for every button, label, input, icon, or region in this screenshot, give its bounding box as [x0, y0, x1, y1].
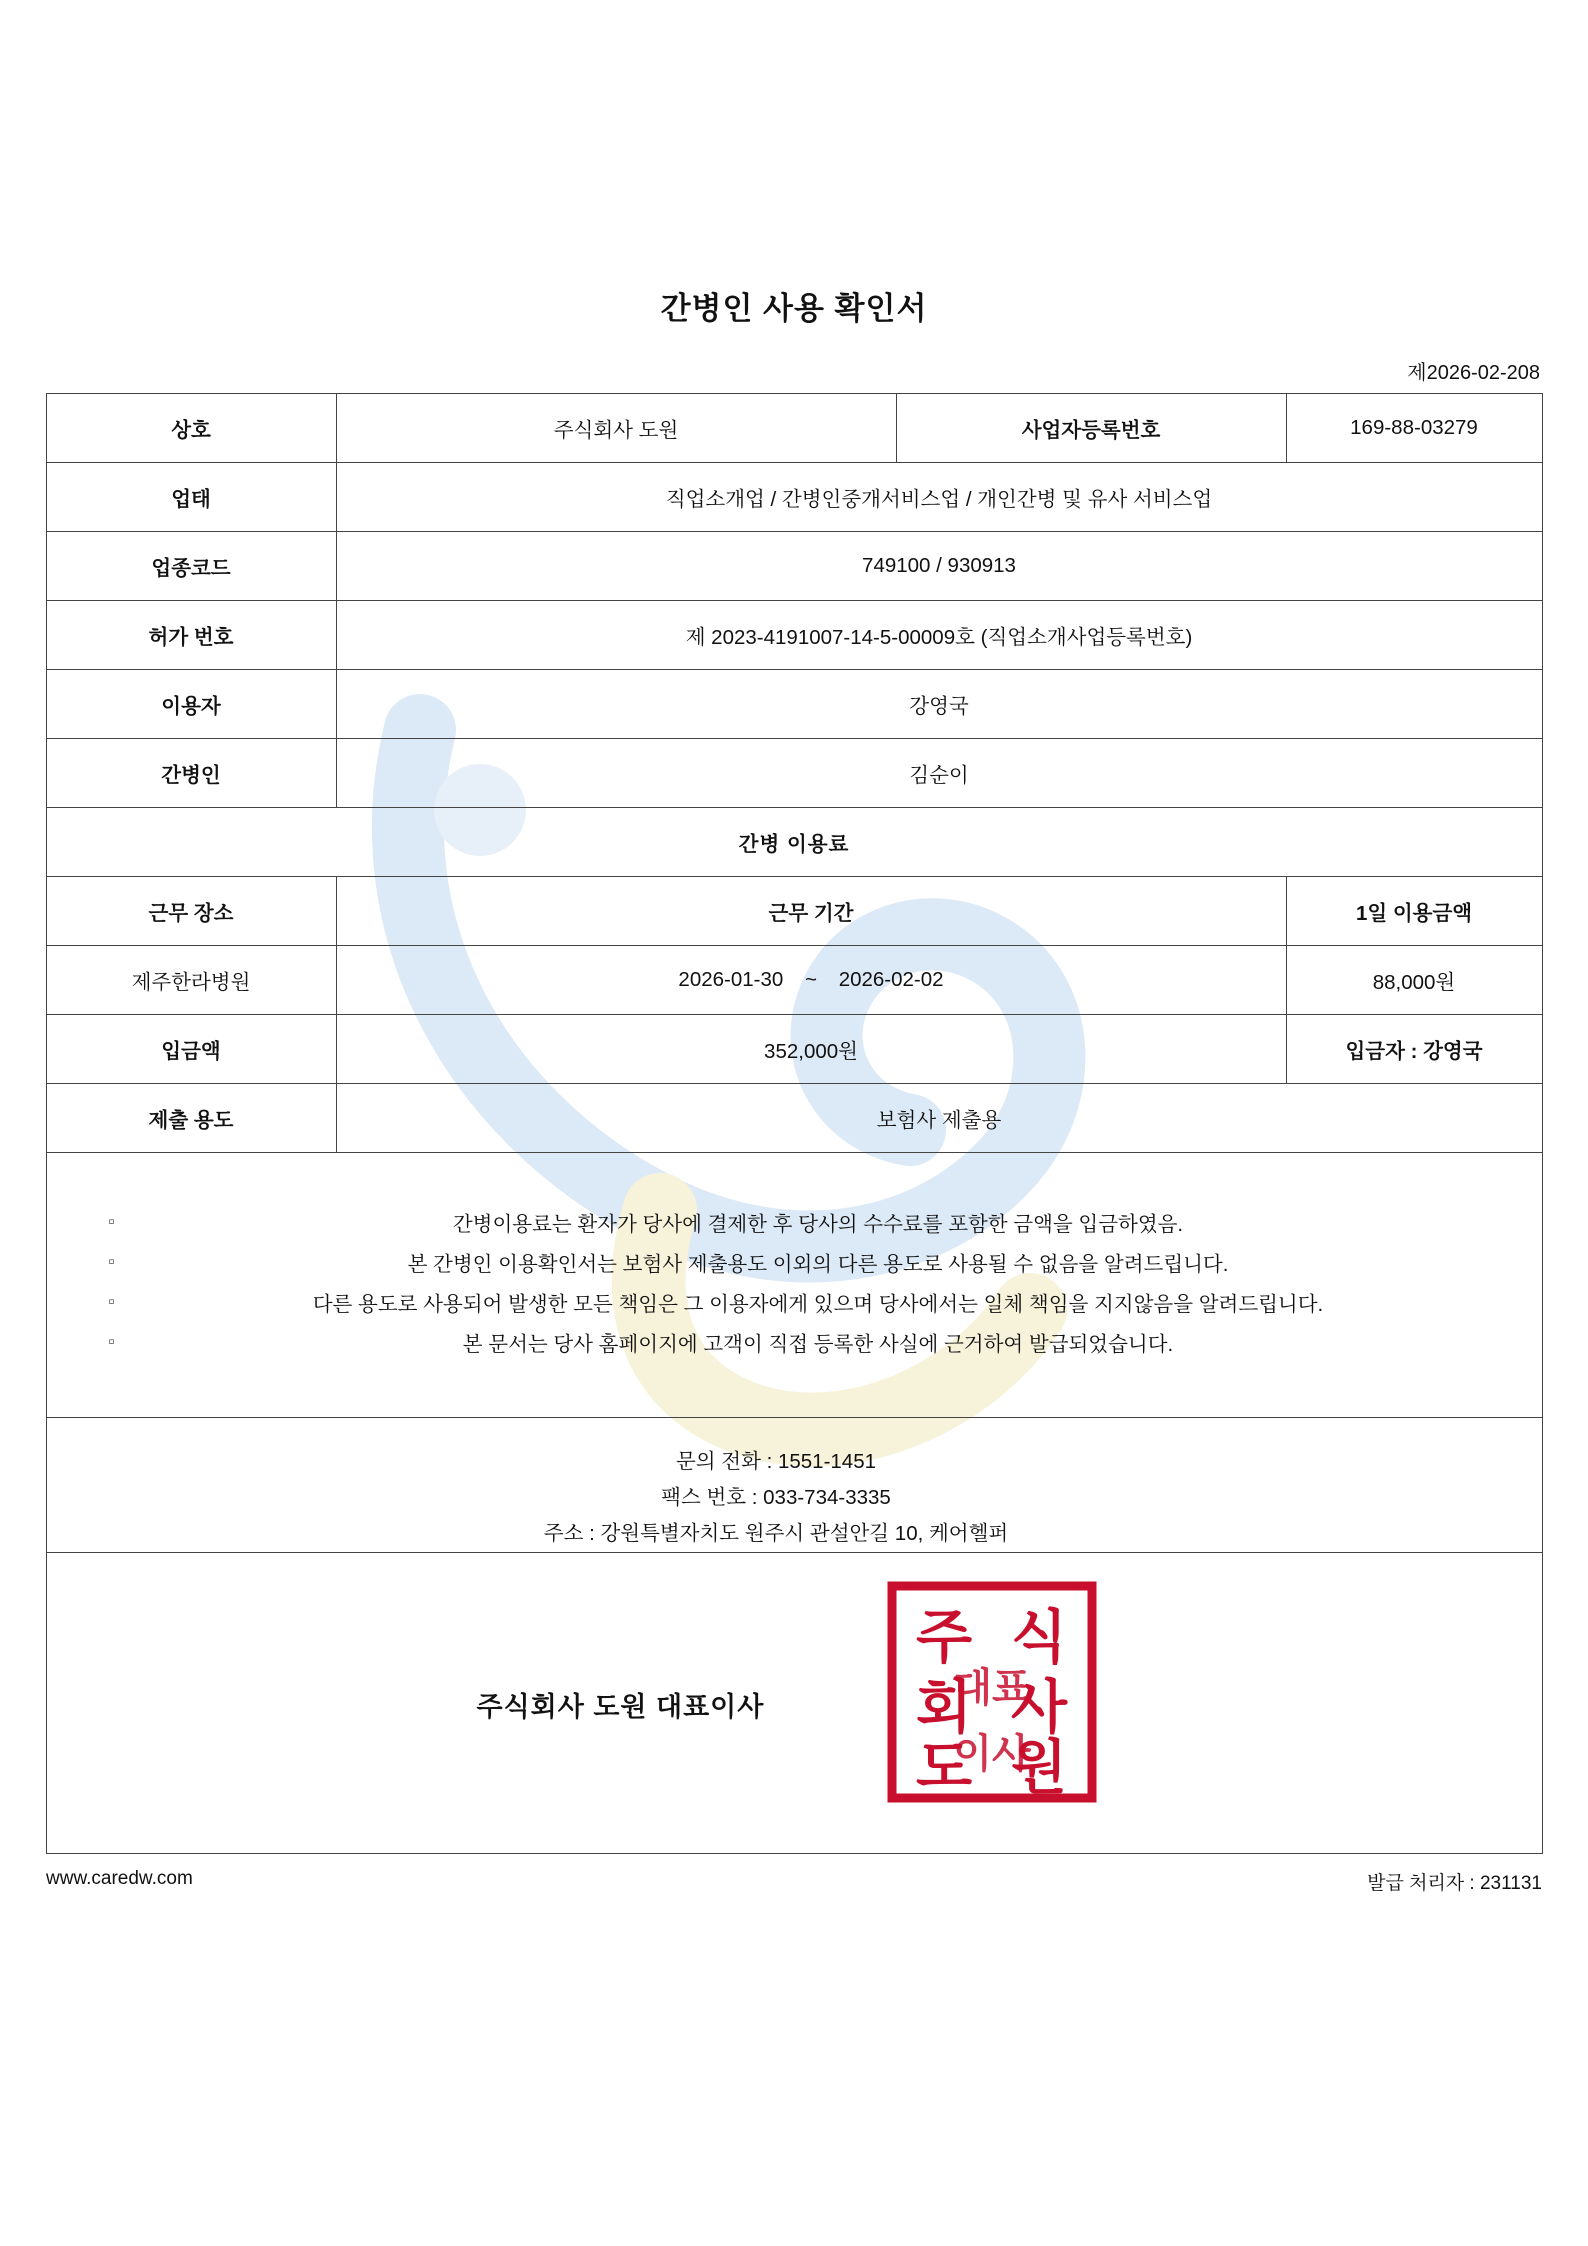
list-item: ▫ 본 간병인 이용확인서는 보험사 제출용도 이외의 다른 용도로 사용될 수 없음을 알려드립니다. [109, 1245, 1502, 1285]
table-header-row [46, 877, 1542, 946]
signature-section [46, 1552, 1542, 1853]
table-row [46, 1153, 1542, 1418]
value-work-period [336, 946, 1286, 1015]
notes-list [47, 1205, 1542, 1365]
label-purpose: 제출 용도 [46, 1084, 336, 1153]
value-company-name: 주식회사 도원 [336, 394, 896, 463]
value-work-place: 제주한라병원 [46, 946, 336, 1015]
value-user: 강영국 [336, 670, 1542, 739]
svg-text:원: 원 [1010, 1734, 1067, 1800]
table-row [46, 394, 1542, 463]
label-license-number: 허가 번호 [46, 601, 336, 670]
label-business-number: 사업자등록번호 [896, 394, 1286, 463]
contact-phone: 문의 전화 : 1551-1451 [675, 1449, 877, 1473]
value-caregiver: 김순이 [336, 739, 1542, 808]
svg-text:회: 회 [915, 1674, 972, 1740]
period-start: 2026-01-30 [678, 968, 784, 991]
table-row [46, 808, 1542, 877]
svg-text:식: 식 [1010, 1604, 1067, 1670]
page-title: 간병인 사용 확인서 [660, 291, 928, 326]
section-title-fee: 간병 이용료 [46, 808, 1542, 877]
label-caregiver: 간병인 [46, 739, 336, 808]
table-row [46, 946, 1542, 1015]
contact-address: 주소 : 강원특별자치도 원주시 관설안길 10, 케어헬퍼 [543, 1521, 1009, 1545]
svg-text:이사: 이사 [952, 1731, 1031, 1776]
table-row [46, 532, 1542, 601]
value-depositor: 입금자 : 강영국 [1286, 1015, 1542, 1084]
header-daily-amount: 1일 이용금액 [1286, 877, 1542, 946]
document-number: 제2026-02-208 [1407, 362, 1540, 384]
notes-section [46, 1153, 1542, 1418]
label-deposit: 입금액 [46, 1015, 336, 1084]
svg-text:주: 주 [915, 1604, 972, 1670]
table-row [46, 463, 1542, 532]
contact-section [46, 1417, 1542, 1552]
value-industry-code: 749100 / 930913 [336, 532, 1542, 601]
table-row [46, 1084, 1542, 1153]
table-row [46, 1015, 1542, 1084]
page-footer [46, 1868, 1542, 1895]
footer-issuer: 발급 처리자 : 231131 [1367, 1872, 1542, 1894]
svg-text:도: 도 [915, 1734, 972, 1800]
value-purpose: 보험사 제출용 [336, 1084, 1542, 1153]
table-row [46, 670, 1542, 739]
svg-text:사: 사 [1010, 1674, 1067, 1740]
certificate-table [46, 393, 1543, 1854]
value-business-type: 직업소개업 / 간병인중개서비스업 / 개인간병 및 유사 서비스업 [336, 463, 1542, 532]
list-item: ▫ 다른 용도로 사용되어 발생한 모든 책임은 그 이용자에게 있으며 당사에서는 일체 책임을 지지않음을 알려드립니다. [109, 1285, 1502, 1325]
label-user: 이용자 [46, 670, 336, 739]
header-work-place: 근무 장소 [46, 877, 336, 946]
value-daily-amount: 88,000원 [1286, 946, 1542, 1015]
list-item: ▫ 본 문서는 당사 홈페이지에 고객이 직접 등록한 사실에 근거하여 발급되었습니다. [109, 1325, 1502, 1365]
list-item: ▫ 간병이용료는 환자가 당사에 결제한 후 당사의 수수료를 포함한 금액을 입금하였음. [109, 1205, 1502, 1245]
company-seal-stamp [887, 1581, 1097, 1803]
svg-text:대표: 대표 [952, 1665, 1031, 1710]
value-deposit-amount: 352,000원 [336, 1015, 1286, 1084]
label-company-name: 상호 [46, 394, 336, 463]
table-row [46, 1552, 1542, 1853]
period-end: 2026-02-02 [838, 968, 944, 991]
label-business-type: 업태 [46, 463, 336, 532]
value-license-number: 제 2023-4191007-14-5-00009호 (직업소개사업등록번호) [336, 601, 1542, 670]
contact-fax: 팩스 번호 : 033-734-3335 [661, 1485, 891, 1509]
table-row [46, 601, 1542, 670]
footer-website: www.caredw.com [46, 1867, 193, 1889]
period-separator: ~ [805, 968, 817, 991]
signature-name: 주식회사 도원 대표이사 [476, 1691, 765, 1722]
table-row [46, 739, 1542, 808]
value-business-number: 169-88-03279 [1286, 394, 1542, 463]
header-work-period: 근무 기간 [336, 877, 1286, 946]
table-row [46, 1417, 1542, 1552]
label-industry-code: 업종코드 [46, 532, 336, 601]
